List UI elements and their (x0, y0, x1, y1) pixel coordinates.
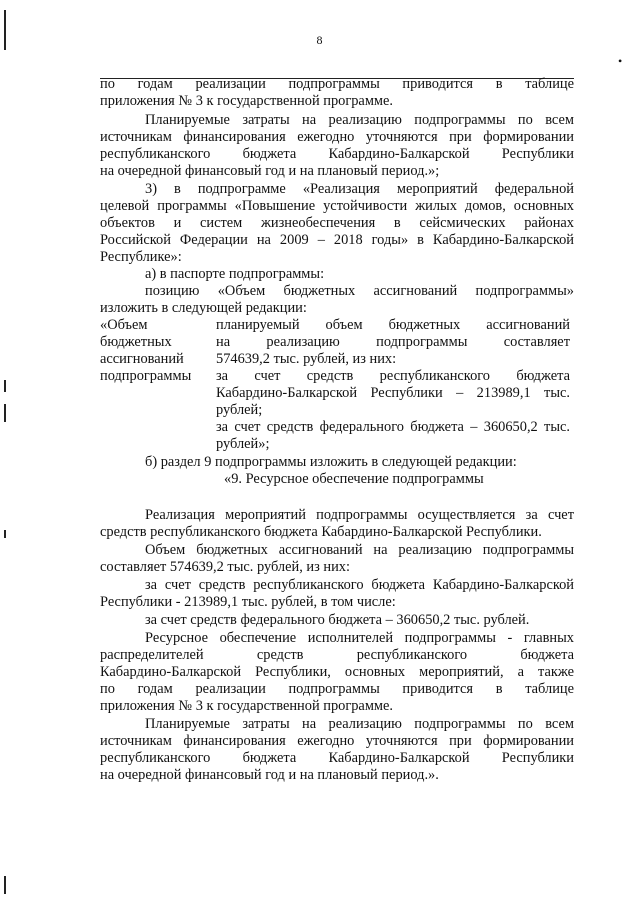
margin-mark (4, 404, 6, 422)
text-line: Республике»: (100, 249, 182, 265)
table-label: подпрограммы (100, 368, 192, 384)
text-line: распределителей средств республиканского бюджета (100, 647, 574, 663)
text-line: позицию «Объем бюджетных ассигнований подпрограммы» (145, 283, 574, 299)
text-line: 3) в подпрограмме «Реализация мероприятий федеральной (145, 181, 574, 197)
page-number: 8 (316, 33, 323, 47)
table-value: 574639,2 тыс. рублей, из них: (216, 351, 397, 367)
text-line: Реализация мероприятий подпрограммы осуществляется за счет (145, 507, 574, 523)
margin-mark (4, 876, 6, 894)
text-line: источникам финансирования ежегодно уточняются при формировании (100, 129, 574, 145)
margin-mark (4, 380, 6, 392)
table-label: «Объем (100, 317, 148, 333)
corner-mark: • (618, 54, 623, 68)
table-value: Кабардино-Балкарской Республики – 213989,1 тыс. (216, 385, 570, 401)
table-value: на реализацию подпрограммы составляет (216, 334, 570, 350)
text-line: Планируемые затраты на реализацию подпрограммы по всем (145, 716, 574, 732)
text-line: объектов и систем жизнеобеспечения в сейсмических районах (100, 215, 574, 231)
margin-mark (4, 530, 6, 538)
text-line: Ресурсное обеспечение исполнителей подпрограммы - главных (145, 630, 574, 646)
text-line: Объем бюджетных ассигнований на реализацию подпрограммы (145, 542, 574, 558)
text-line: составляет 574639,2 тыс. рублей, из них: (100, 559, 350, 575)
margin-mark (4, 10, 6, 50)
text-line: целевой программы «Повышение устойчивости жилых домов, основных (100, 198, 574, 214)
text-line: на очередной финансовый год и на плановый период.»; (100, 163, 440, 179)
table-label: бюджетных (100, 334, 172, 350)
text-line: республиканского бюджета Кабардино-Балкарской Республики (100, 146, 574, 162)
text-line: средств республиканского бюджета Кабардино-Балкарской Республики. (100, 524, 542, 540)
text-line: по годам реализации подпрограммы приводится в таблице (100, 76, 574, 92)
text-line: источникам финансирования ежегодно уточняются при формировании (100, 733, 574, 749)
table-value: за счет средств республиканского бюджета (216, 368, 570, 384)
text-line: б) раздел 9 подпрограммы изложить в следующей редакции: (145, 454, 517, 470)
text-line: Кабардино-Балкарской Республики, основных мероприятий, а также (100, 664, 574, 680)
text-line: изложить в следующей редакции: (100, 300, 307, 316)
text-line: приложения № 3 к государственной программе. (100, 93, 394, 109)
text-line: за счет средств республиканского бюджета Кабардино-Балкарской (145, 577, 574, 593)
table-value: планируемый объем бюджетных ассигнований (216, 317, 570, 333)
table-value: за счет средств федерального бюджета – 360650,2 тыс. (216, 419, 570, 435)
text-line: а) в паспорте подпрограммы: (145, 266, 325, 282)
text-line: за счет средств федерального бюджета – 360650,2 тыс. рублей. (145, 612, 530, 628)
text-line: на очередной финансовый год и на плановый период.». (100, 767, 439, 783)
text-line: приложения № 3 к государственной программе. (100, 698, 394, 714)
table-value: рублей; (216, 402, 263, 418)
text-line: Республики - 213989,1 тыс. рублей, в том числе: (100, 594, 396, 610)
table-value: рублей»; (216, 436, 270, 452)
section-title: «9. Ресурсное обеспечение подпрограммы (224, 471, 484, 487)
table-label: ассигнований (100, 351, 184, 367)
text-line: Планируемые затраты на реализацию подпрограммы по всем (145, 112, 574, 128)
text-line: Российской Федерации на 2009 – 2018 годы» в Кабардино-Балкарской (100, 232, 574, 248)
text-line: республиканского бюджета Кабардино-Балкарской Республики (100, 750, 574, 766)
text-line: по годам реализации подпрограммы приводится в таблице (100, 681, 574, 697)
